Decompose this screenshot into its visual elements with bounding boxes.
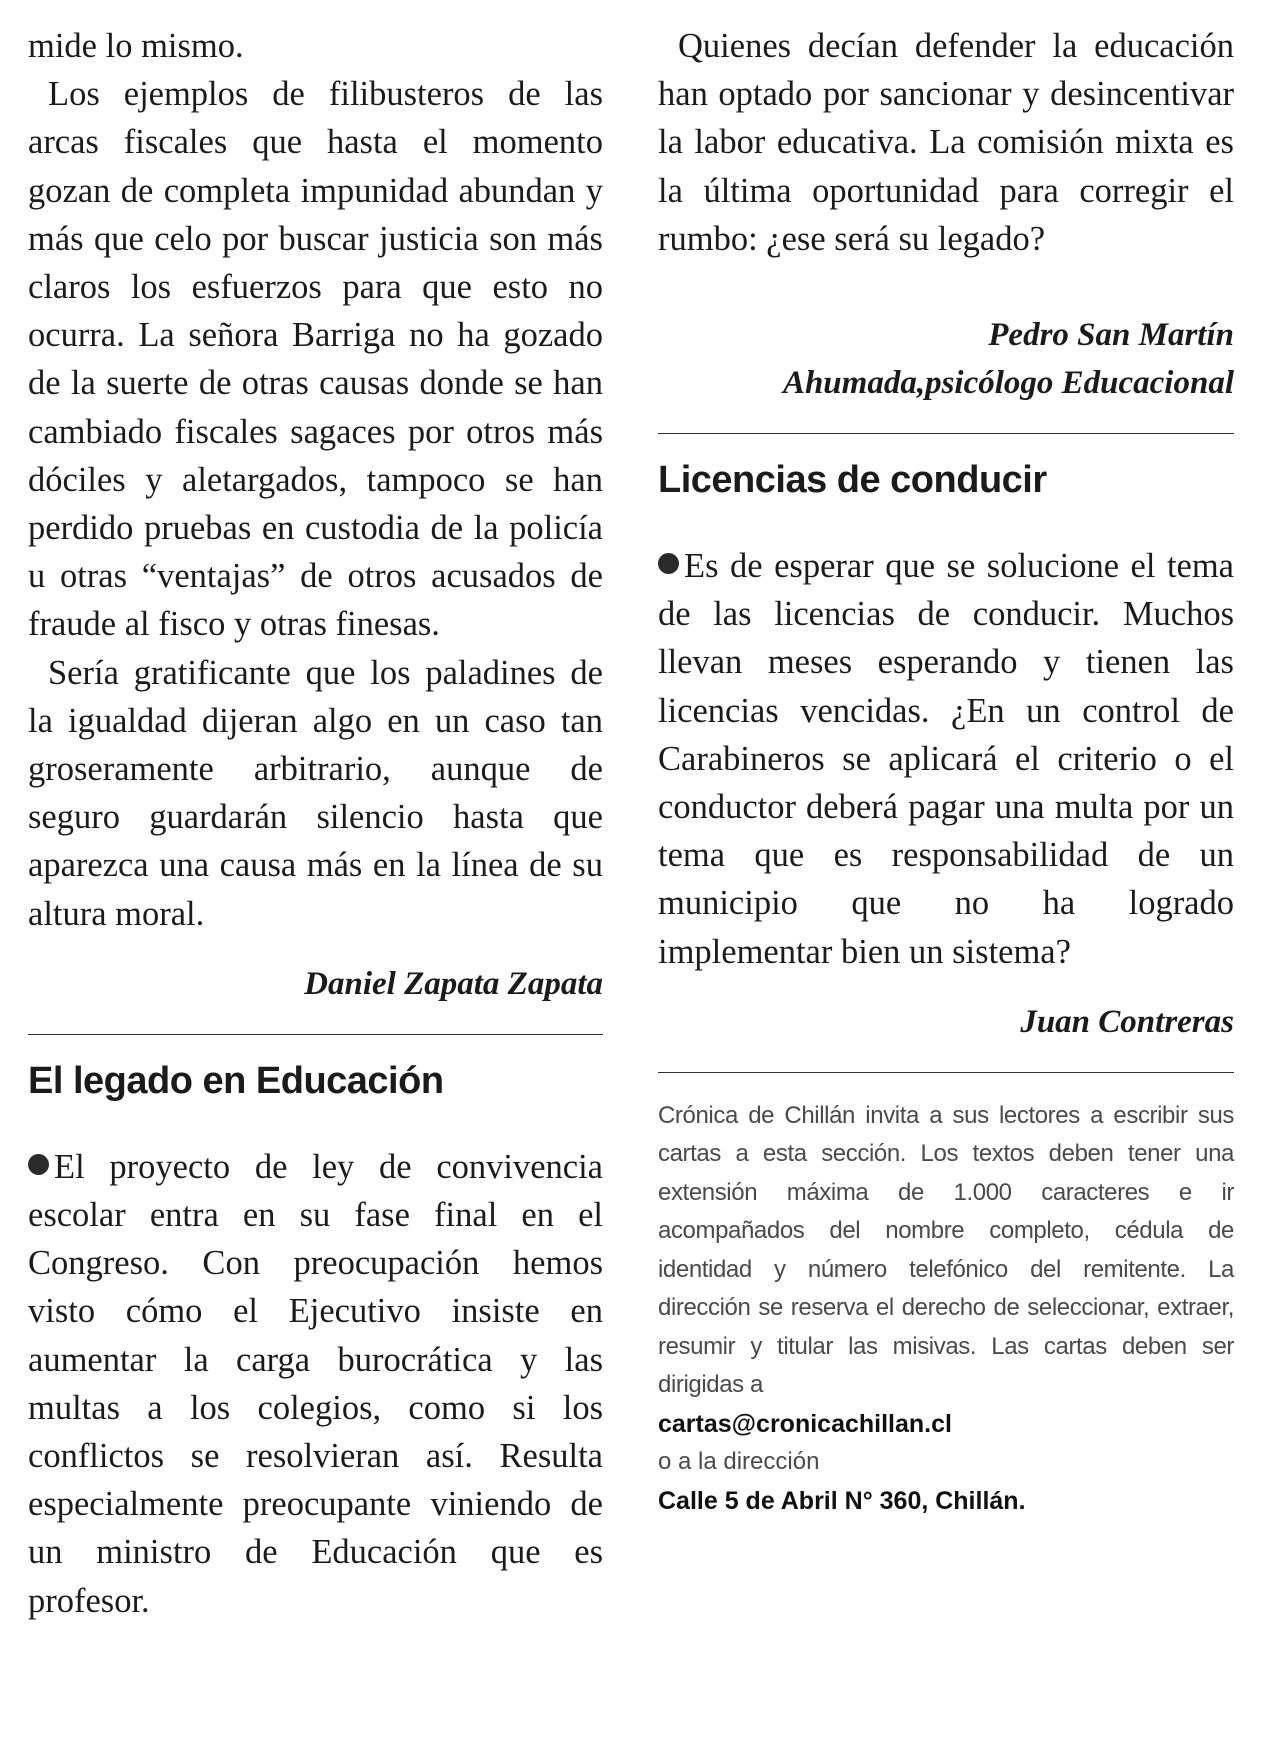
notice-address: Calle 5 de Abril N° 360, Chillán. bbox=[658, 1486, 1026, 1515]
letter-2-headline: El legado en Educación bbox=[28, 1059, 444, 1102]
submission-notice bbox=[658, 1097, 1234, 1521]
notice-email-link[interactable]: cartas@cronicachillan.cl bbox=[658, 1409, 952, 1438]
bullet-icon bbox=[28, 1154, 49, 1175]
right-column bbox=[658, 22, 1234, 1520]
letter-1-paragraph-1: mide lo mismo. bbox=[28, 27, 244, 65]
letter-2-signature-title: Ahumada,psicólogo Educacional bbox=[782, 365, 1234, 402]
notice-or-text: o a la dirección bbox=[658, 1448, 820, 1476]
letter-2-body bbox=[28, 1143, 603, 1625]
letter-2-paragraph-2: Quienes decían defender la educación han optado por sancionar y desincentivar la labor educativa. La comisión mixta es la última oportunidad para corregir el rumbo: ¿ese será su legado? bbox=[658, 27, 1234, 258]
letter-1-signature: Daniel Zapata Zapata bbox=[304, 965, 603, 1002]
left-column bbox=[28, 22, 603, 1625]
letter-3-signature: Juan Contreras bbox=[1020, 1003, 1234, 1040]
letter-2-continued-body bbox=[658, 22, 1234, 263]
letter-3-paragraph-1: Es de esperar que se solucione el tema de las licencias de conducir. Muchos llevan meses esperando y tienen las licencias vencidas. ¿En un control de Carabineros se aplicará el criterio o el conductor deberá pagar una multa por un tema que es responsabilidad de un municipio que no ha logrado implementar bien un sistema? bbox=[658, 547, 1234, 971]
letter-1-paragraph-2: Los ejemplos de filibusteros de las arcas fiscales que hasta el momento gozan de completa impunidad abundan y más que celo por buscar justicia son más claros los esfuerzos para que esto no ocurra. La señora Barriga no ha gozado de la suerte de otras causas donde se han cambiado fiscales sagaces por otros más dóciles y aletargados, tampoco se han perdido pruebas en custodia de la policía u otras “ventajas” de otros acusados de fraude al fisco y otras finesas. bbox=[28, 75, 603, 644]
notice-text: Crónica de Chillán invita a sus lectores a escribir sus cartas a esta sección. Los textos deben tener una extensión máxima de 1.000 caracteres e ir acompañados del nombre completo, cédula de identidad y número telefónico del remitente. La dirección se reserva el derecho de seleccionar, extraer, resumir y titular las misivas. Las cartas deben ser dirigidas a bbox=[658, 1101, 1234, 1399]
letter-3-headline: Licencias de conducir bbox=[658, 459, 1047, 502]
bullet-icon bbox=[658, 553, 679, 574]
letter-2-paragraph-1: El proyecto de ley de convivencia escolar entra en su fase final en el Congreso. Con preocupación hemos visto cómo el Ejecutivo insiste en aumentar la carga burocrática y las multas a los colegios, como si los conflictos se resolvieran así. Resulta especialmente preocupante viniendo de un ministro de Educación que es profesor. bbox=[28, 1147, 603, 1620]
letter-2-signature-name: Pedro San Martín bbox=[988, 317, 1234, 354]
letter-3-body bbox=[658, 542, 1234, 976]
letter-1-paragraph-3: Sería gratificante que los paladines de la igualdad dijeran algo en un caso tan groseramente arbitrario, aunque de seguro guardarán silencio hasta que aparezca una causa más en la línea de su altura moral. bbox=[28, 653, 603, 933]
letter-1-body bbox=[28, 22, 603, 938]
